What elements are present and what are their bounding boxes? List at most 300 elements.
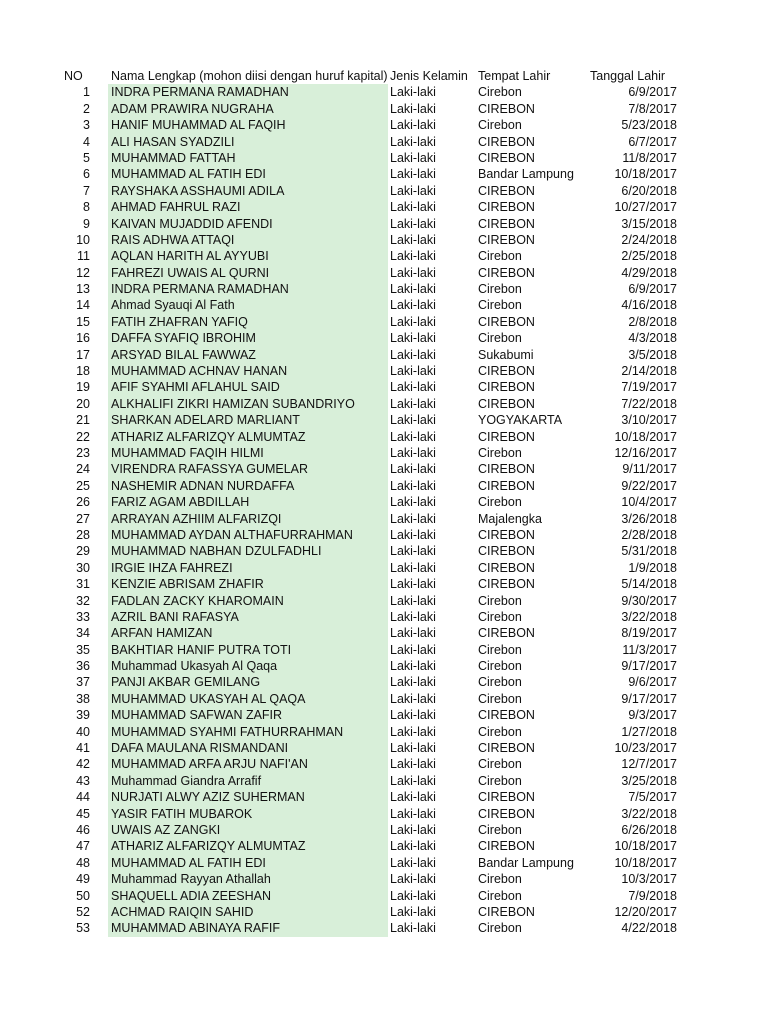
cell-place[interactable]: CIREBON xyxy=(478,314,535,329)
cell-place[interactable]: CIREBON xyxy=(478,216,535,231)
cell-place[interactable]: Cirebon xyxy=(478,822,522,837)
cell-no[interactable]: 48 xyxy=(76,855,90,870)
cell-name[interactable]: ATHARIZ ALFARIZQY ALMUMTAZ xyxy=(108,429,388,445)
table-row xyxy=(0,461,768,477)
cell-sex[interactable]: Laki-laki xyxy=(390,659,436,674)
cell-sex[interactable]: Laki-laki xyxy=(390,314,436,329)
cell-no[interactable]: 40 xyxy=(76,724,90,739)
cell-no[interactable]: 38 xyxy=(76,691,90,706)
cell-date[interactable]: 5/31/2018 xyxy=(621,544,677,559)
cell-no[interactable]: 49 xyxy=(76,872,90,887)
cell-place[interactable]: Cirebon xyxy=(478,773,522,788)
cell-no[interactable]: 5 xyxy=(83,150,90,165)
cell-date[interactable]: 10/27/2017 xyxy=(614,200,677,215)
table-row xyxy=(0,576,768,592)
cell-sex[interactable]: Laki-laki xyxy=(390,347,436,362)
cell-date[interactable]: 6/9/2017 xyxy=(628,282,677,297)
cell-name[interactable]: ADAM PRAWIRA NUGRAHA xyxy=(108,101,388,117)
table-row xyxy=(0,822,768,838)
table-row xyxy=(0,232,768,248)
cell-date[interactable]: 1/27/2018 xyxy=(621,724,677,739)
cell-date[interactable]: 9/22/2017 xyxy=(621,478,677,493)
cell-date[interactable]: 10/18/2017 xyxy=(614,855,677,870)
cell-sex[interactable]: Laki-laki xyxy=(390,822,436,837)
cell-sex[interactable]: Laki-laki xyxy=(390,232,436,247)
cell-no[interactable]: 30 xyxy=(76,560,90,575)
cell-sex[interactable]: Laki-laki xyxy=(390,118,436,133)
cell-date[interactable]: 3/26/2018 xyxy=(621,511,677,526)
cell-date[interactable]: 7/9/2018 xyxy=(628,888,677,903)
cell-place[interactable]: Cirebon xyxy=(478,691,522,706)
cell-sex[interactable]: Laki-laki xyxy=(390,888,436,903)
cell-no[interactable]: 21 xyxy=(76,413,90,428)
cell-place[interactable]: Cirebon xyxy=(478,282,522,297)
cell-date[interactable]: 9/11/2017 xyxy=(622,462,677,477)
cell-no[interactable]: 35 xyxy=(76,642,90,657)
cell-sex[interactable]: Laki-laki xyxy=(390,872,436,887)
cell-date[interactable]: 11/3/2017 xyxy=(622,642,677,657)
cell-sex[interactable]: Laki-laki xyxy=(390,904,436,919)
cell-no[interactable]: 44 xyxy=(76,790,90,805)
cell-sex[interactable]: Laki-laki xyxy=(390,511,436,526)
cell-no[interactable]: 36 xyxy=(76,659,90,674)
cell-place[interactable]: CIREBON xyxy=(478,741,535,756)
cell-name[interactable]: AHMAD FAHRUL RAZI xyxy=(108,199,388,215)
cell-name[interactable]: SHARKAN ADELARD MARLIANT xyxy=(108,412,388,428)
cell-no[interactable]: 15 xyxy=(76,314,90,329)
cell-sex[interactable]: Laki-laki xyxy=(390,364,436,379)
cell-sex[interactable]: Laki-laki xyxy=(390,921,436,936)
cell-name[interactable]: NASHEMIR ADNAN NURDAFFA xyxy=(108,478,388,494)
cell-no[interactable]: 11 xyxy=(77,249,90,264)
cell-no[interactable]: 20 xyxy=(76,396,90,411)
cell-date[interactable]: 7/22/2018 xyxy=(621,396,677,411)
cell-name[interactable]: IRGIE IHZA FAHREZI xyxy=(108,560,388,576)
cell-date[interactable]: 3/10/2017 xyxy=(621,413,677,428)
table-row xyxy=(0,494,768,510)
table-row xyxy=(0,888,768,904)
cell-sex[interactable]: Laki-laki xyxy=(390,445,436,460)
table-row xyxy=(0,297,768,313)
cell-name[interactable]: KENZIE ABRISAM ZHAFIR xyxy=(108,576,388,592)
cell-date[interactable]: 10/18/2017 xyxy=(614,839,677,854)
table-row xyxy=(0,478,768,494)
cell-date[interactable]: 5/23/2018 xyxy=(621,118,677,133)
cell-no[interactable]: 33 xyxy=(76,609,90,624)
cell-place[interactable]: Majalengka xyxy=(478,511,542,526)
cell-name[interactable]: INDRA PERMANA RAMADHAN xyxy=(108,84,388,100)
cell-sex[interactable]: Laki-laki xyxy=(390,101,436,116)
cell-place[interactable]: Sukabumi xyxy=(478,347,534,362)
cell-place[interactable]: CIREBON xyxy=(478,462,535,477)
cell-place[interactable]: YOGYAKARTA xyxy=(478,413,563,428)
cell-no[interactable]: 1 xyxy=(83,85,90,100)
cell-sex[interactable]: Laki-laki xyxy=(390,708,436,723)
cell-place[interactable]: Bandar Lampung xyxy=(478,855,574,870)
cell-place[interactable]: CIREBON xyxy=(478,478,535,493)
cell-name[interactable]: MUHAMMAD FATTAH xyxy=(108,150,388,166)
cell-no[interactable]: 28 xyxy=(76,527,90,542)
cell-name[interactable]: NURJATI ALWY AZIZ SUHERMAN xyxy=(108,789,388,805)
cell-name[interactable]: ARRAYAN AZHIIM ALFARIZQI xyxy=(108,511,388,527)
cell-date[interactable]: 12/16/2017 xyxy=(614,445,677,460)
cell-no[interactable]: 23 xyxy=(76,445,90,460)
cell-no[interactable]: 45 xyxy=(76,806,90,821)
cell-no[interactable]: 25 xyxy=(76,478,90,493)
table-row xyxy=(0,216,768,232)
cell-no[interactable]: 46 xyxy=(76,822,90,837)
cell-sex[interactable]: Laki-laki xyxy=(390,462,436,477)
cell-name[interactable]: ARSYAD BILAL FAWWAZ xyxy=(108,347,388,363)
cell-date[interactable]: 4/29/2018 xyxy=(621,265,677,280)
cell-name[interactable]: UWAIS AZ ZANGKI xyxy=(108,822,388,838)
cell-date[interactable]: 10/23/2017 xyxy=(614,741,677,756)
cell-date[interactable]: 10/18/2017 xyxy=(614,429,677,444)
cell-sex[interactable]: Laki-laki xyxy=(390,675,436,690)
cell-sex[interactable]: Laki-laki xyxy=(390,167,436,182)
cell-date[interactable]: 9/6/2017 xyxy=(628,675,677,690)
cell-name[interactable]: DAFA MAULANA RISMANDANI xyxy=(108,740,388,756)
cell-name[interactable]: KAIVAN MUJADDID AFENDI xyxy=(108,216,388,232)
cell-date[interactable]: 4/16/2018 xyxy=(621,298,677,313)
cell-name[interactable]: ARFAN HAMIZAN xyxy=(108,625,388,641)
cell-date[interactable]: 3/5/2018 xyxy=(628,347,677,362)
table-row xyxy=(0,674,768,690)
cell-name[interactable]: Muhammad Rayyan Athallah xyxy=(108,871,388,887)
cell-no[interactable]: 42 xyxy=(76,757,90,772)
cell-date[interactable]: 2/25/2018 xyxy=(621,249,677,264)
cell-date[interactable]: 4/3/2018 xyxy=(628,331,677,346)
table-row xyxy=(0,396,768,412)
cell-no[interactable]: 27 xyxy=(76,511,90,526)
cell-no[interactable]: 31 xyxy=(76,577,90,592)
spreadsheet xyxy=(0,68,768,937)
cell-sex[interactable]: Laki-laki xyxy=(390,249,436,264)
cell-no[interactable]: 43 xyxy=(76,773,90,788)
cell-place[interactable]: Cirebon xyxy=(478,495,522,510)
cell-no[interactable]: 18 xyxy=(76,364,90,379)
cell-date[interactable]: 3/25/2018 xyxy=(621,773,677,788)
header-sex[interactable]: Jenis Kelamin xyxy=(390,69,468,83)
cell-place[interactable]: CIREBON xyxy=(478,265,535,280)
cell-name[interactable]: Muhammad Ukasyah Al Qaqa xyxy=(108,658,388,674)
cell-sex[interactable]: Laki-laki xyxy=(390,691,436,706)
cell-name[interactable]: MUHAMMAD AL FATIH EDI xyxy=(108,166,388,182)
cell-no[interactable]: 17 xyxy=(76,347,90,362)
cell-name[interactable]: MUHAMMAD AYDAN ALTHAFURRAHMAN xyxy=(108,527,388,543)
cell-name[interactable]: VIRENDRA RAFASSYA GUMELAR xyxy=(108,461,388,477)
table-row xyxy=(0,658,768,674)
cell-sex[interactable]: Laki-laki xyxy=(390,134,436,149)
cell-date[interactable]: 5/14/2018 xyxy=(621,577,677,592)
cell-name[interactable]: MUHAMMAD SYAHMI FATHURRAHMAN xyxy=(108,724,388,740)
cell-place[interactable]: Cirebon xyxy=(478,642,522,657)
cell-place[interactable]: CIREBON xyxy=(478,429,535,444)
table-row xyxy=(0,773,768,789)
cell-name[interactable]: FATIH ZHAFRAN YAFIQ xyxy=(108,314,388,330)
cell-date[interactable]: 2/28/2018 xyxy=(621,527,677,542)
cell-sex[interactable]: Laki-laki xyxy=(390,413,436,428)
table-row xyxy=(0,265,768,281)
cell-sex[interactable]: Laki-laki xyxy=(390,642,436,657)
cell-no[interactable]: 3 xyxy=(83,118,90,133)
cell-place[interactable]: CIREBON xyxy=(478,790,535,805)
cell-sex[interactable]: Laki-laki xyxy=(390,724,436,739)
cell-place[interactable]: CIREBON xyxy=(478,101,535,116)
table-row xyxy=(0,248,768,264)
cell-place[interactable]: Bandar Lampung xyxy=(478,167,574,182)
cell-no[interactable]: 7 xyxy=(83,183,90,198)
cell-name[interactable]: MUHAMMAD ABINAYA RAFIF xyxy=(108,920,388,936)
cell-no[interactable]: 12 xyxy=(76,265,90,280)
cell-name[interactable]: Muhammad Giandra Arrafif xyxy=(108,773,388,789)
cell-place[interactable]: CIREBON xyxy=(478,364,535,379)
table-row xyxy=(0,527,768,543)
cell-place[interactable]: CIREBON xyxy=(478,527,535,542)
cell-sex[interactable]: Laki-laki xyxy=(390,183,436,198)
cell-place[interactable]: CIREBON xyxy=(478,626,535,641)
cell-place[interactable]: CIREBON xyxy=(478,839,535,854)
cell-sex[interactable]: Laki-laki xyxy=(390,577,436,592)
cell-no[interactable]: 34 xyxy=(76,626,90,641)
cell-date[interactable]: 2/8/2018 xyxy=(628,314,677,329)
cell-sex[interactable]: Laki-laki xyxy=(390,200,436,215)
table-row xyxy=(0,543,768,559)
cell-name[interactable]: YASIR FATIH MUBAROK xyxy=(108,806,388,822)
cell-date[interactable]: 7/19/2017 xyxy=(621,380,677,395)
cell-name[interactable]: MUHAMMAD UKASYAH AL QAQA xyxy=(108,691,388,707)
cell-place[interactable]: Cirebon xyxy=(478,445,522,460)
cell-name[interactable]: ACHMAD RAIQIN SAHID xyxy=(108,904,388,920)
cell-name[interactable]: AFIF SYAHMI AFLAHUL SAID xyxy=(108,379,388,395)
cell-sex[interactable]: Laki-laki xyxy=(390,626,436,641)
cell-date[interactable]: 3/22/2018 xyxy=(621,806,677,821)
cell-date[interactable]: 9/30/2017 xyxy=(621,593,677,608)
cell-sex[interactable]: Laki-laki xyxy=(390,839,436,854)
cell-name[interactable]: AQLAN HARITH AL AYYUBI xyxy=(108,248,388,264)
cell-sex[interactable]: Laki-laki xyxy=(390,429,436,444)
cell-name[interactable]: FARIZ AGAM ABDILLAH xyxy=(108,494,388,510)
cell-place[interactable]: Cirebon xyxy=(478,118,522,133)
table-row xyxy=(0,871,768,887)
cell-no[interactable]: 32 xyxy=(76,593,90,608)
cell-sex[interactable]: Laki-laki xyxy=(390,757,436,772)
cell-place[interactable]: CIREBON xyxy=(478,560,535,575)
header-name[interactable]: Nama Lengkap (mohon diisi dengan huruf kapital) xyxy=(111,69,388,83)
cell-no[interactable]: 53 xyxy=(76,921,90,936)
cell-name[interactable]: RAYSHAKA ASSHAUMI ADILA xyxy=(108,183,388,199)
cell-date[interactable]: 2/14/2018 xyxy=(621,364,677,379)
cell-sex[interactable]: Laki-laki xyxy=(390,544,436,559)
cell-date[interactable]: 1/9/2018 xyxy=(628,560,677,575)
cell-date[interactable]: 7/8/2017 xyxy=(628,101,677,116)
cell-sex[interactable]: Laki-laki xyxy=(390,806,436,821)
cell-date[interactable]: 7/5/2017 xyxy=(628,790,677,805)
table-row xyxy=(0,560,768,576)
cell-place[interactable]: CIREBON xyxy=(478,806,535,821)
cell-place[interactable]: Cirebon xyxy=(478,724,522,739)
cell-place[interactable]: CIREBON xyxy=(478,577,535,592)
cell-place[interactable]: Cirebon xyxy=(478,675,522,690)
cell-place[interactable]: Cirebon xyxy=(478,872,522,887)
cell-name[interactable]: MUHAMMAD ACHNAV HANAN xyxy=(108,363,388,379)
cell-date[interactable]: 12/20/2017 xyxy=(614,904,677,919)
cell-date[interactable]: 10/4/2017 xyxy=(621,495,677,510)
table-row xyxy=(0,445,768,461)
cell-name[interactable]: HANIF MUHAMMAD AL FAQIH xyxy=(108,117,388,133)
cell-place[interactable]: CIREBON xyxy=(478,380,535,395)
table-row xyxy=(0,183,768,199)
cell-place[interactable]: CIREBON xyxy=(478,396,535,411)
cell-name[interactable]: ATHARIZ ALFARIZQY ALMUMTAZ xyxy=(108,838,388,854)
cell-name[interactable]: ALKHALIFI ZIKRI HAMIZAN SUBANDRIYO xyxy=(108,396,388,412)
cell-name[interactable]: SHAQUELL ADIA ZEESHAN xyxy=(108,888,388,904)
cell-no[interactable]: 9 xyxy=(83,216,90,231)
cell-date[interactable]: 9/3/2017 xyxy=(628,708,677,723)
cell-sex[interactable]: Laki-laki xyxy=(390,282,436,297)
cell-sex[interactable]: Laki-laki xyxy=(390,396,436,411)
cell-name[interactable]: DAFFA SYAFIQ IBROHIM xyxy=(108,330,388,346)
cell-name[interactable]: FAHREZI UWAIS AL QURNI xyxy=(108,265,388,281)
cell-sex[interactable]: Laki-laki xyxy=(390,478,436,493)
table-row xyxy=(0,363,768,379)
cell-name[interactable]: Ahmad Syauqi Al Fath xyxy=(108,297,388,313)
cell-date[interactable]: 6/9/2017 xyxy=(628,85,677,100)
cell-place[interactable]: CIREBON xyxy=(478,544,535,559)
cell-name[interactable]: FADLAN ZACKY KHAROMAIN xyxy=(108,593,388,609)
cell-no[interactable]: 16 xyxy=(76,331,90,346)
table-row xyxy=(0,199,768,215)
cell-date[interactable]: 6/20/2018 xyxy=(621,183,677,198)
cell-no[interactable]: 29 xyxy=(76,544,90,559)
cell-date[interactable]: 4/22/2018 xyxy=(621,921,677,936)
cell-no[interactable]: 13 xyxy=(76,282,90,297)
cell-no[interactable]: 39 xyxy=(76,708,90,723)
cell-date[interactable]: 6/7/2017 xyxy=(628,134,677,149)
cell-sex[interactable]: Laki-laki xyxy=(390,741,436,756)
cell-sex[interactable]: Laki-laki xyxy=(390,855,436,870)
cell-sex[interactable]: Laki-laki xyxy=(390,560,436,575)
cell-name[interactable]: AZRIL BANI RAFASYA xyxy=(108,609,388,625)
cell-place[interactable]: CIREBON xyxy=(478,134,535,149)
cell-name[interactable]: BAKHTIAR HANIF PUTRA TOTI xyxy=(108,642,388,658)
header-row xyxy=(0,68,768,84)
cell-no[interactable]: 52 xyxy=(76,904,90,919)
table-row xyxy=(0,330,768,346)
cell-date[interactable]: 3/22/2018 xyxy=(621,609,677,624)
cell-name[interactable]: MUHAMMAD SAFWAN ZAFIR xyxy=(108,707,388,723)
cell-no[interactable]: 26 xyxy=(76,495,90,510)
cell-date[interactable]: 10/3/2017 xyxy=(621,872,677,887)
cell-date[interactable]: 3/15/2018 xyxy=(621,216,677,231)
cell-no[interactable]: 4 xyxy=(83,134,90,149)
cell-name[interactable]: ALI HASAN SYADZILI xyxy=(108,134,388,150)
cell-no[interactable]: 6 xyxy=(83,167,90,182)
cell-sex[interactable]: Laki-laki xyxy=(390,380,436,395)
cell-sex[interactable]: Laki-laki xyxy=(390,773,436,788)
table-row xyxy=(0,429,768,445)
table-row xyxy=(0,724,768,740)
cell-place[interactable]: CIREBON xyxy=(478,232,535,247)
cell-no[interactable]: 47 xyxy=(76,839,90,854)
cell-no[interactable]: 50 xyxy=(76,888,90,903)
cell-place[interactable]: CIREBON xyxy=(478,200,535,215)
table-row xyxy=(0,101,768,117)
cell-date[interactable]: 12/7/2017 xyxy=(621,757,677,772)
cell-place[interactable]: CIREBON xyxy=(478,904,535,919)
cell-name[interactable]: PANJI AKBAR GEMILANG xyxy=(108,674,388,690)
cell-no[interactable]: 37 xyxy=(76,675,90,690)
cell-no[interactable]: 22 xyxy=(76,429,90,444)
cell-place[interactable]: Cirebon xyxy=(478,85,522,100)
cell-sex[interactable]: Laki-laki xyxy=(390,593,436,608)
cell-name[interactable]: RAIS ADHWA ATTAQI xyxy=(108,232,388,248)
cell-no[interactable]: 2 xyxy=(83,101,90,116)
cell-name[interactable]: MUHAMMAD ARFA ARJU NAFI'AN xyxy=(108,756,388,772)
cell-sex[interactable]: Laki-laki xyxy=(390,150,436,165)
cell-sex[interactable]: Laki-laki xyxy=(390,527,436,542)
cell-date[interactable]: 9/17/2017 xyxy=(621,691,677,706)
cell-place[interactable]: Cirebon xyxy=(478,888,522,903)
header-date[interactable]: Tanggal Lahir xyxy=(590,69,666,83)
cell-name[interactable]: MUHAMMAD AL FATIH EDI xyxy=(108,855,388,871)
cell-place[interactable]: Cirebon xyxy=(478,298,522,313)
cell-place[interactable]: Cirebon xyxy=(478,757,522,772)
cell-sex[interactable]: Laki-laki xyxy=(390,331,436,346)
cell-sex[interactable]: Laki-laki xyxy=(390,265,436,280)
cell-date[interactable]: 6/26/2018 xyxy=(621,822,677,837)
cell-place[interactable]: CIREBON xyxy=(478,708,535,723)
cell-no[interactable]: 14 xyxy=(76,298,90,313)
cell-no[interactable]: 10 xyxy=(76,232,90,247)
cell-place[interactable]: Cirebon xyxy=(478,593,522,608)
header-place[interactable]: Tempat Lahir xyxy=(478,69,551,83)
cell-no[interactable]: 19 xyxy=(76,380,90,395)
cell-place[interactable]: Cirebon xyxy=(478,659,522,674)
table-body xyxy=(0,84,768,936)
cell-place[interactable]: Cirebon xyxy=(478,609,522,624)
cell-place[interactable]: Cirebon xyxy=(478,249,522,264)
cell-place[interactable]: CIREBON xyxy=(478,183,535,198)
table-row xyxy=(0,150,768,166)
cell-place[interactable]: CIREBON xyxy=(478,150,535,165)
table-row xyxy=(0,84,768,100)
cell-sex[interactable]: Laki-laki xyxy=(390,216,436,231)
cell-sex[interactable]: Laki-laki xyxy=(390,609,436,624)
cell-date[interactable]: 2/24/2018 xyxy=(621,232,677,247)
cell-name[interactable]: MUHAMMAD FAQIH HILMI xyxy=(108,445,388,461)
table-row xyxy=(0,806,768,822)
cell-date[interactable]: 8/19/2017 xyxy=(621,626,677,641)
cell-sex[interactable]: Laki-laki xyxy=(390,495,436,510)
cell-sex[interactable]: Laki-laki xyxy=(390,298,436,313)
table-row xyxy=(0,347,768,363)
cell-date[interactable]: 11/8/2017 xyxy=(622,150,677,165)
cell-place[interactable]: Cirebon xyxy=(478,331,522,346)
cell-name[interactable]: MUHAMMAD NABHAN DZULFADHLI xyxy=(108,543,388,559)
cell-date[interactable]: 10/18/2017 xyxy=(614,167,677,182)
cell-name[interactable]: INDRA PERMANA RAMADHAN xyxy=(108,281,388,297)
table-row xyxy=(0,511,768,527)
cell-no[interactable]: 41 xyxy=(76,741,90,756)
cell-place[interactable]: Cirebon xyxy=(478,921,522,936)
cell-no[interactable]: 24 xyxy=(76,462,90,477)
cell-sex[interactable]: Laki-laki xyxy=(390,790,436,805)
cell-no[interactable]: 8 xyxy=(83,200,90,215)
cell-sex[interactable]: Laki-laki xyxy=(390,85,436,100)
cell-date[interactable]: 9/17/2017 xyxy=(621,659,677,674)
header-no[interactable]: NO xyxy=(64,69,83,83)
